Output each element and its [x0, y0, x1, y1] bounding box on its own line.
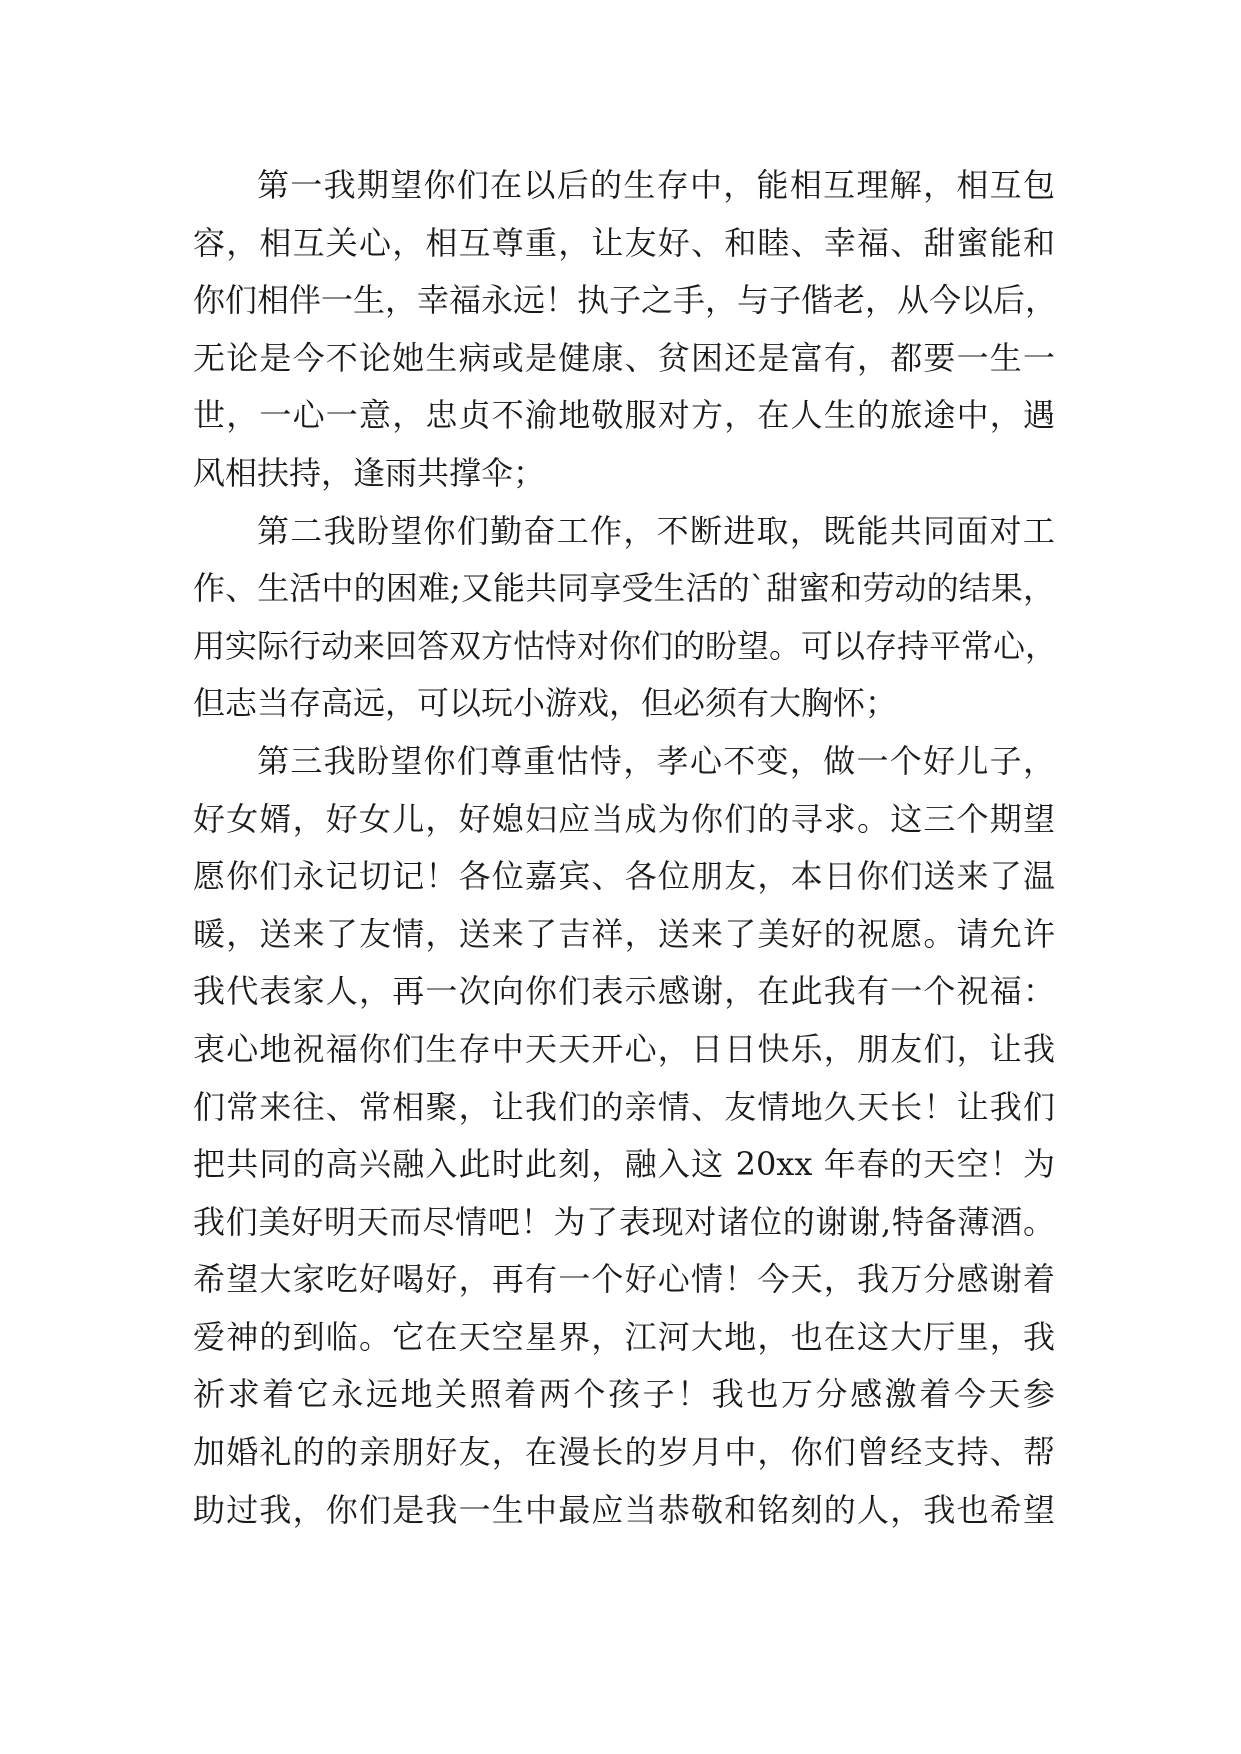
text-line: 我们美好明天而尽情吧！为了表现对诸位的谢谢,特备薄酒。	[193, 1202, 1055, 1241]
text-line: 用实际行动来回答双方怙恃对你们的盼望。可以存持平常心，	[193, 626, 1058, 665]
text-line: 衷心地祝福你们生存中天天开心，日日快乐，朋友们，让我	[193, 1029, 1055, 1068]
text-line: 风相扶持，逢雨共撑伞；	[193, 453, 546, 492]
paragraph-3	[193, 733, 1055, 1539]
text-line: 作、生活中的困难;又能共同享受生活的`甜蜜和劳动的结果，	[193, 569, 1055, 608]
text-line: 第三我盼望你们尊重怙恃，孝心不变，做一个好儿子，	[257, 741, 1055, 780]
text-line: 希望大家吃好喝好，再有一个好心情！今天，我万分感谢着	[193, 1260, 1055, 1299]
text-line: 好女婿，好女儿，好媳妇应当成为你们的寻求。这三个期望	[193, 799, 1055, 838]
text-line: 第一我期望你们在以后的生存中，能相互理解，相互包	[257, 166, 1055, 204]
text-line: 加婚礼的的亲朋好友，在漫长的岁月中，你们曾经支持、帮	[193, 1433, 1055, 1472]
text-line: 无论是今不论她生病或是健康、贫困还是富有，都要一生一	[193, 338, 1055, 377]
text-line: 们常来往、常相聚，让我们的亲情、友情地久天长！让我们	[193, 1087, 1055, 1126]
paragraph-1	[193, 157, 1058, 503]
text-line: 愿你们永记切记！各位嘉宾、各位朋友，本日你们送来了温	[193, 857, 1055, 896]
text-line: 世，一心一意，忠贞不渝地敬服对方，在人生的旅途中，遇	[193, 396, 1055, 435]
text-line: 你们相伴一生，幸福永远！执子之手，与子偕老，从今以后，	[193, 281, 1058, 320]
text-line: 暖，送来了友情，送来了吉祥，送来了美好的祝愿。请允许	[193, 914, 1055, 953]
text-line: 爱神的到临。它在天空星界，江河大地，也在这大厅里，我	[193, 1317, 1055, 1356]
text-line: 祈求着它永远地关照着两个孩子！我也万分感激着今天参	[193, 1375, 1055, 1414]
text-line: 但志当存高远，可以玩小游戏，但必须有大胸怀；	[193, 684, 898, 723]
paragraph-2	[193, 503, 1058, 733]
text-line: 把共同的高兴融入此时此刻，融入这 20xx 年春的天空！为	[193, 1145, 1055, 1184]
text-line: 第二我盼望你们勤奋工作，不断进取，既能共同面对工	[257, 511, 1055, 550]
document-body	[193, 157, 1058, 1539]
text-line: 容，相互关心，相互尊重，让友好、和睦、幸福、甜蜜能和	[193, 223, 1055, 262]
text-line: 助过我，你们是我一生中最应当恭敬和铭刻的人，我也希望	[193, 1490, 1055, 1529]
text-line: 我代表家人，再一次向你们表示感谢，在此我有一个祝福：	[193, 972, 1055, 1011]
